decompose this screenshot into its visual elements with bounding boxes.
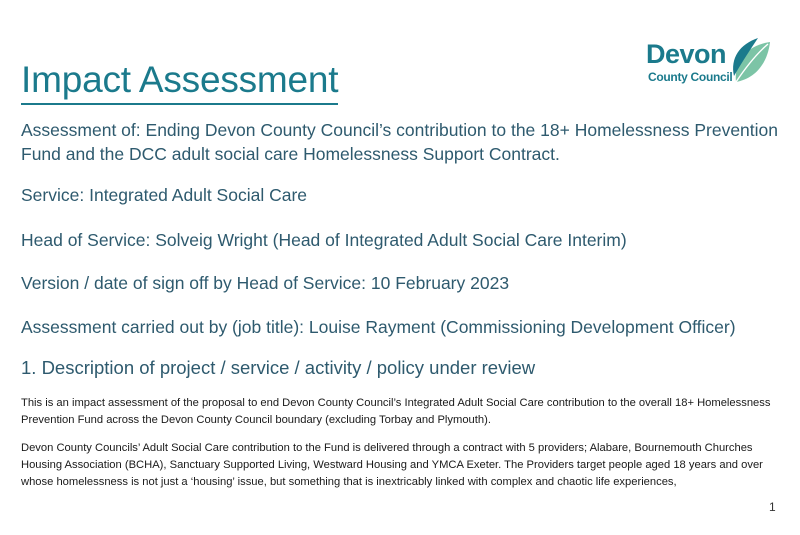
assessment-of-label: Assessment of: xyxy=(21,120,141,140)
leaf-icon xyxy=(730,36,776,88)
page-number: 1 xyxy=(769,500,776,514)
service-value: Integrated Adult Social Care xyxy=(89,185,308,205)
sign-off-date-value: 10 February 2023 xyxy=(370,273,510,293)
assessment-of-field xyxy=(21,118,781,166)
assessor-value: Louise Rayment (Commissioning Development Officer) xyxy=(308,317,736,337)
logo-subtitle: County Council xyxy=(648,70,733,84)
page-title: Impact Assessment xyxy=(21,57,338,105)
assessment-of-value: Ending Devon County Council’s contribution to the 18+ Homelessness Prevention Fund and the DCC adult social care Homelessness Support Contract. xyxy=(21,120,778,164)
head-of-service-label: Head of Service: xyxy=(21,230,151,250)
body-paragraph: This is an impact assessment of the proposal to end Devon County Council’s Integrated Adult Social Care contribution to the overall 18+ Homelessness Prevention Fund across the Devon County Council boundary (excluding Torbay and Plymouth). xyxy=(21,397,771,426)
assessor-field xyxy=(21,315,781,339)
service-field xyxy=(21,183,781,207)
devon-county-council-logo xyxy=(640,36,780,88)
head-of-service-field xyxy=(21,228,781,252)
section-heading: 1. Description of project / service / activity / policy under review xyxy=(21,357,536,378)
assessor-label: Assessment carried out by (job title): xyxy=(21,317,305,337)
head-of-service-value: Solveig Wright (Head of Integrated Adult Social Care Interim) xyxy=(155,230,627,250)
service-label: Service: xyxy=(21,185,85,205)
sign-off-date-label: Version / date of sign off by Head of Service: xyxy=(21,273,367,293)
logo-name: Devon xyxy=(646,39,727,69)
sign-off-date-field xyxy=(21,271,781,295)
body-paragraph: Devon County Councils’ Adult Social Care contribution to the Fund is delivered through a contract with 5 providers; Alabare, Bournemouth Churches Housing Association (BCHA), Sanctuary Supported Living, Westward Housing and YMCA Exeter. The Providers target people aged 18 years and over whose homelessness is not just a ‘housing’ issue, but something that is inextricably linked with complex and chaotic life experiences, xyxy=(21,442,763,488)
